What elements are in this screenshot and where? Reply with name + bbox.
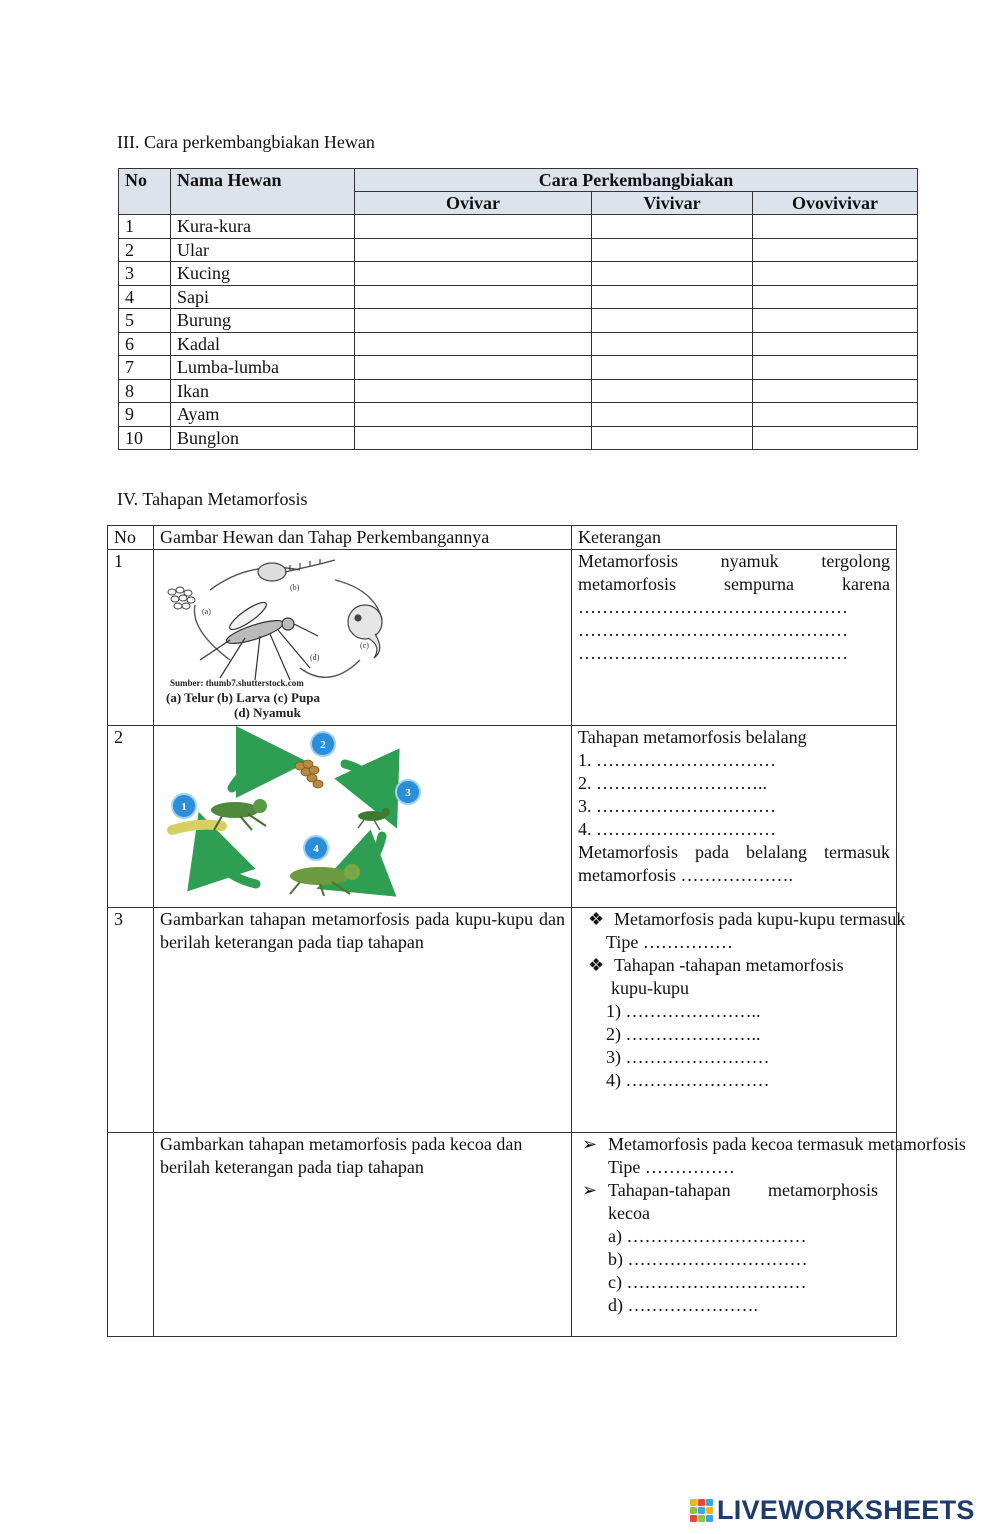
row3-task[interactable]: Gambarkan tahapan metamorfosis pada kupu-kupu dan berilah keterangan pada tiap tahapan [154, 908, 572, 1133]
answer-cell-ovovivivar[interactable] [753, 285, 918, 309]
answer-cell-ovivar[interactable] [355, 215, 592, 239]
row4-bullet2b: kecoa [608, 1203, 650, 1223]
row1-info [572, 550, 897, 726]
logo-blocks-icon [690, 1499, 713, 1522]
row4-bullet1: Metamorfosis pada kecoa termasuk metamorfosis [608, 1134, 966, 1154]
table-row [119, 403, 918, 427]
table-row [119, 379, 918, 403]
answer-cell-ovovivivar[interactable] [753, 262, 918, 286]
answer-blank[interactable]: 3. ………………………… [578, 796, 776, 816]
label-d: (d) [310, 653, 320, 662]
animal-name: Kadal [171, 332, 355, 356]
row3-bullet1: Metamorfosis pada kupu-kupu termasuk [614, 909, 906, 929]
animal-no: 2 [119, 238, 171, 262]
label-b: (b) [290, 583, 300, 592]
answer-cell-ovivar[interactable] [355, 356, 592, 380]
answer-cell-ovivar[interactable] [355, 285, 592, 309]
metamorphosis-table [107, 525, 966, 1337]
t2-col-info: Keterangan [572, 526, 897, 550]
answer-cell-ovovivivar[interactable] [753, 426, 918, 450]
answer-blank[interactable]: c) ………………………… [608, 1272, 807, 1292]
figure-caption-1: (a) Telur (b) Larva (c) Pupa [166, 690, 320, 705]
table-row [119, 238, 918, 262]
answer-blank[interactable]: 1. ………………………… [578, 750, 776, 770]
animal-no: 6 [119, 332, 171, 356]
answer-cell-ovivar[interactable] [355, 332, 592, 356]
answer-cell-ovovivivar[interactable] [753, 238, 918, 262]
row3-info [572, 908, 906, 1133]
brand-name: LIVEWORKSHEETS [717, 1495, 975, 1525]
row3-bullet2b: kupu-kupu [611, 978, 689, 998]
row2-no: 2 [108, 726, 154, 908]
answer-cell-vivivar[interactable] [592, 215, 753, 239]
animal-no: 10 [119, 426, 171, 450]
liveworksheets-logo [690, 1495, 975, 1526]
arrow-bullet-icon: ➢ [582, 1134, 598, 1154]
answer-cell-ovovivivar[interactable] [753, 403, 918, 427]
answer-cell-ovovivivar[interactable] [753, 332, 918, 356]
answer-cell-ovivar[interactable] [355, 262, 592, 286]
answer-cell-vivivar[interactable] [592, 332, 753, 356]
animal-name: Ikan [171, 379, 355, 403]
answer-cell-vivivar[interactable] [592, 309, 753, 333]
row1-no: 1 [108, 550, 154, 726]
diamond-bullet-icon: ❖ [588, 909, 605, 929]
arrow-bullet-icon: ➢ [582, 1180, 598, 1200]
table-row [108, 908, 897, 1133]
row3-bullet2: Tahapan -tahapan metamorfosis [614, 955, 844, 975]
answer-cell-vivivar[interactable] [592, 426, 753, 450]
row4-bullet2: Tahapan-tahapan metamorphosis [608, 1180, 878, 1200]
grasshopper-life-cycle-figure [160, 726, 450, 902]
table-row [119, 426, 918, 450]
table-row [119, 332, 918, 356]
answer-cell-vivivar[interactable] [592, 262, 753, 286]
answer-cell-vivivar[interactable] [592, 356, 753, 380]
row4-task[interactable]: Gambarkan tahapan metamorfosis pada kecoa dan berilah keterangan pada tiap tahapan [154, 1133, 572, 1337]
answer-cell-ovivar[interactable] [355, 238, 592, 262]
diamond-bullet-icon: ❖ [588, 955, 605, 975]
badge-1: 1 [181, 801, 187, 813]
grasshopper-figure-cell [154, 726, 572, 908]
egg-pod [295, 760, 323, 788]
animal-no: 1 [119, 215, 171, 239]
answer-cell-vivivar[interactable] [592, 238, 753, 262]
label-c: (c) [360, 641, 369, 650]
animal-no: 4 [119, 285, 171, 309]
subcol-vivivar: Vivivar [592, 192, 753, 215]
answer-cell-ovovivivar[interactable] [753, 356, 918, 380]
answer-blank[interactable]: 2. ……………………….. [578, 773, 767, 793]
table-row [119, 215, 918, 239]
label-a: (a) [202, 607, 211, 616]
answer-cell-ovovivivar[interactable] [753, 215, 918, 239]
row2-info [572, 726, 897, 908]
animal-name: Ular [171, 238, 355, 262]
pupa-drawing [348, 605, 382, 658]
mosquito-figure-cell [154, 550, 572, 726]
col-no-header: No [119, 169, 171, 215]
table-row [119, 262, 918, 286]
animal-no: 9 [119, 403, 171, 427]
subcol-ovivar: Ovivar [355, 192, 592, 215]
answer-blank[interactable]: b) ………………………… [608, 1249, 808, 1269]
answer-cell-vivivar[interactable] [592, 285, 753, 309]
row2-title: Tahapan metamorfosis belalang [578, 727, 807, 747]
answer-cell-ovivar[interactable] [355, 426, 592, 450]
badge-2: 2 [320, 739, 326, 751]
reproduction-table [118, 168, 918, 450]
animal-no: 7 [119, 356, 171, 380]
table-row [119, 309, 918, 333]
animal-name: Bunglon [171, 426, 355, 450]
stage3-nymph [358, 808, 390, 830]
subcol-ovovivivar: Ovovivivar [753, 192, 918, 215]
row1-line1: Metamorfosis nyamuk tergolong [578, 551, 890, 571]
animal-name: Kucing [171, 262, 355, 286]
answer-blank[interactable]: d) …………………. [608, 1295, 758, 1315]
row4-no [108, 1133, 154, 1337]
animal-name: Kura-kura [171, 215, 355, 239]
answer-blank[interactable]: 4. ………………………… [578, 819, 776, 839]
answer-blank[interactable]: 2) ………………….. [606, 1024, 761, 1044]
table-row [108, 726, 897, 908]
row1-line2: metamorfosis sempurna karena [578, 574, 890, 594]
animal-name: Sapi [171, 285, 355, 309]
table-row [119, 356, 918, 380]
row3-type[interactable]: Tipe …………… [606, 932, 733, 952]
col-group-header: Cara Perkembangbiakan [355, 169, 918, 192]
answer-cell-vivivar[interactable] [592, 379, 753, 403]
section4-title: IV. Tahapan Metamorfosis [117, 489, 308, 509]
answer-blank[interactable]: 4) …………………… [606, 1070, 770, 1090]
badge-3: 3 [405, 787, 411, 799]
answer-cell-ovivar[interactable] [355, 379, 592, 403]
answer-cell-ovivar[interactable] [355, 309, 592, 333]
table-row [119, 285, 918, 309]
animal-name: Burung [171, 309, 355, 333]
answer-blank[interactable]: a) ………………………… [608, 1226, 807, 1246]
animal-no: 5 [119, 309, 171, 333]
row3-no: 3 [108, 908, 154, 1133]
answer-cell-ovivar[interactable] [355, 403, 592, 427]
answer-cell-ovovivivar[interactable] [753, 309, 918, 333]
egg-cluster [168, 587, 195, 609]
col-name-header: Nama Hewan [171, 169, 355, 215]
answer-blank[interactable]: ……………………………………… [578, 597, 848, 617]
animal-no: 8 [119, 379, 171, 403]
row4-info [572, 1133, 966, 1337]
t2-col-image: Gambar Hewan dan Tahap Perkembangannya [154, 526, 572, 550]
answer-blank[interactable]: 3) …………………… [606, 1047, 770, 1067]
animal-no: 3 [119, 262, 171, 286]
table-row [108, 1133, 897, 1337]
t2-col-no: No [108, 526, 154, 550]
mosquito-life-cycle-figure [160, 550, 410, 722]
row2-line2[interactable]: metamorfosis ………………. [578, 865, 793, 885]
animal-name: Ayam [171, 403, 355, 427]
table-row [108, 550, 897, 726]
row4-type[interactable]: Tipe …………… [608, 1157, 735, 1177]
answer-cell-vivivar[interactable] [592, 403, 753, 427]
answer-blank[interactable]: ……………………………………… [578, 620, 848, 640]
badge-4: 4 [313, 843, 319, 855]
animal-name: Lumba-lumba [171, 356, 355, 380]
figure-caption-2: (d) Nyamuk [234, 705, 301, 720]
figure-source: Sumber: thumb7.shutterstock.com [170, 678, 304, 688]
section3-title: III. Cara perkembangbiakan Hewan [117, 132, 375, 152]
answer-blank[interactable]: 1) ………………….. [606, 1001, 761, 1021]
answer-cell-ovovivivar[interactable] [753, 379, 918, 403]
row2-line1: Metamorfosis pada belalang termasuk [578, 842, 890, 862]
answer-blank[interactable]: ……………………………………… [578, 643, 848, 663]
